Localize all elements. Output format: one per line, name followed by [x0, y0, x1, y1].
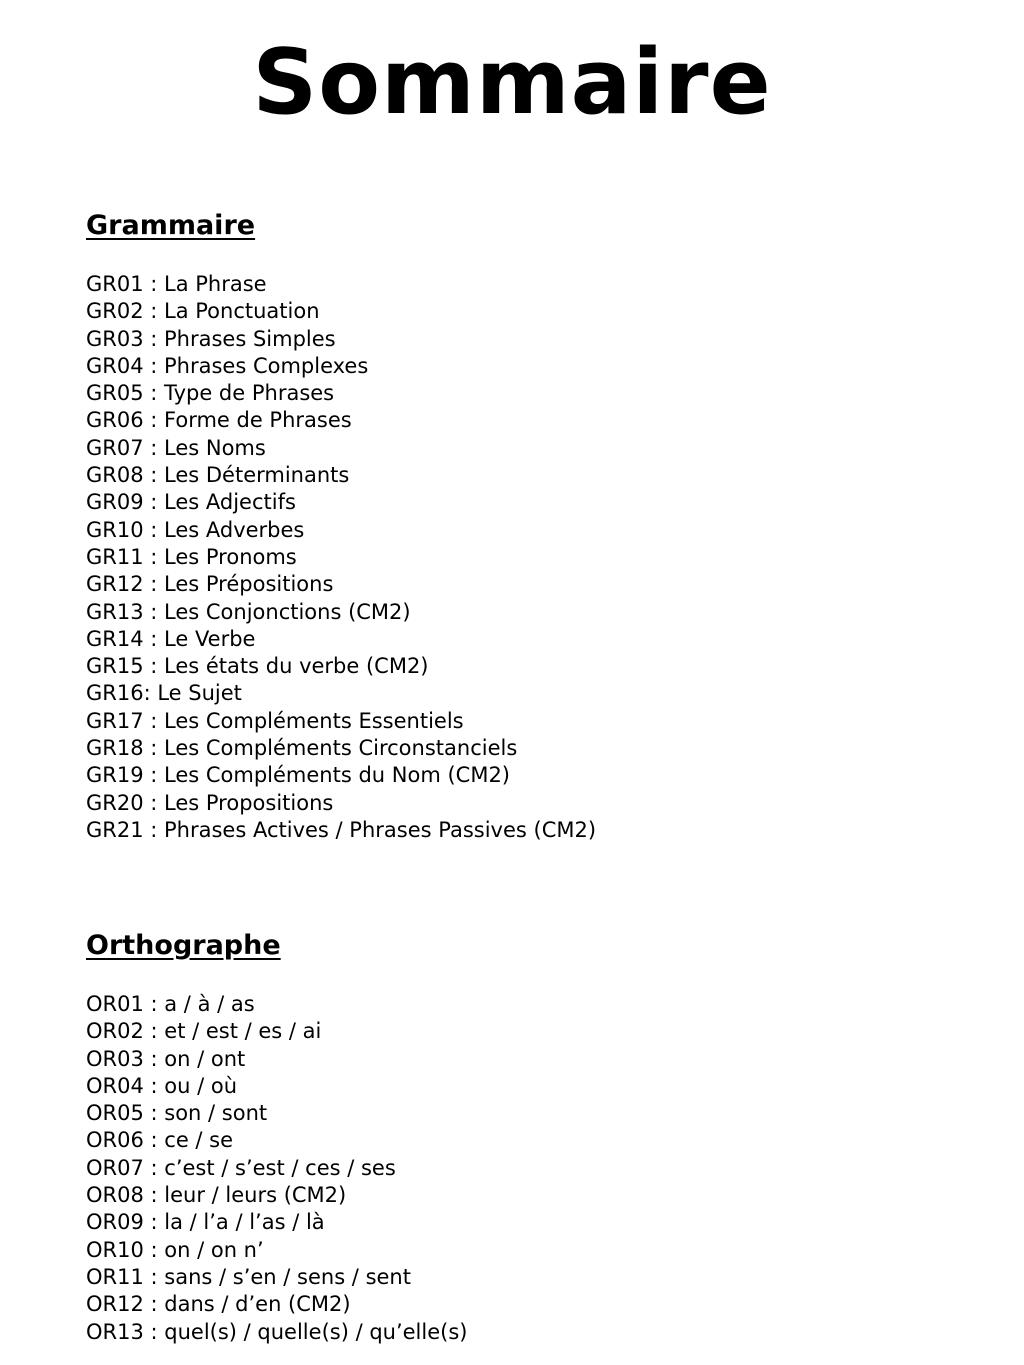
list-item: OR05 : son / sont — [86, 1101, 268, 1126]
list-item: GR14 : Le Verbe — [86, 626, 256, 651]
list-item: OR08 : leur / leurs (CM2) — [86, 1183, 347, 1208]
list-item: GR04 : Phrases Complexes — [86, 353, 369, 378]
list-item: GR05 : Type de Phrases — [86, 381, 335, 406]
orthographe-list — [86, 991, 467, 1346]
list-item: GR20 : Les Propositions — [86, 790, 334, 815]
section-heading-orthographe: Orthographe — [86, 930, 281, 961]
list-item: OR11 : sans / s’en / sens / sent — [86, 1264, 411, 1289]
list-item: OR01 : a / à / as — [86, 992, 255, 1016]
grammaire-list — [86, 271, 596, 844]
list-item: GR01 : La Phrase — [86, 272, 267, 296]
section-orthographe — [86, 930, 986, 1344]
list-item: OR02 : et / est / es / ai — [86, 1019, 322, 1044]
list-item: GR17 : Les Compléments Essentiels — [86, 708, 464, 733]
list-item: OR13 : quel(s) / quelle(s) / qu’elle(s) — [86, 1319, 468, 1344]
list-item: GR07 : Les Noms — [86, 435, 266, 460]
list-item: GR08 : Les Déterminants — [86, 463, 350, 488]
list-item: OR09 : la / l’a / l’as / là — [86, 1210, 325, 1235]
list-item: GR09 : Les Adjectifs — [86, 490, 296, 515]
list-item: GR19 : Les Compléments du Nom (CM2) — [86, 763, 510, 788]
list-item: OR03 : on / ont — [86, 1046, 246, 1071]
list-item: GR10 : Les Adverbes — [86, 517, 305, 542]
list-item: GR15 : Les états du verbe (CM2) — [86, 654, 429, 679]
list-item: OR07 : c’est / s’est / ces / ses — [86, 1155, 396, 1180]
page-title: Sommaire — [252, 30, 772, 135]
list-item: OR12 : dans / d’en (CM2) — [86, 1292, 351, 1317]
list-item: GR11 : Les Pronoms — [86, 544, 297, 569]
list-item: GR06 : Forme de Phrases — [86, 408, 352, 433]
list-item: GR21 : Phrases Actives / Phrases Passives (CM2) — [86, 817, 597, 842]
list-item: GR03 : Phrases Simples — [86, 326, 336, 351]
list-item: OR06 : ce / se — [86, 1128, 234, 1153]
list-item: GR12 : Les Prépositions — [86, 572, 334, 597]
list-item: OR04 : ou / où — [86, 1073, 238, 1098]
list-item: GR16: Le Sujet — [86, 681, 242, 706]
list-item: GR18 : Les Compléments Circonstanciels — [86, 736, 518, 761]
section-heading-grammaire: Grammaire — [86, 210, 256, 241]
list-item: OR10 : on / on n’ — [86, 1237, 264, 1262]
section-grammaire — [86, 210, 986, 842]
list-item: GR02 : La Ponctuation — [86, 299, 320, 324]
list-item: GR13 : Les Conjonctions (CM2) — [86, 599, 411, 624]
